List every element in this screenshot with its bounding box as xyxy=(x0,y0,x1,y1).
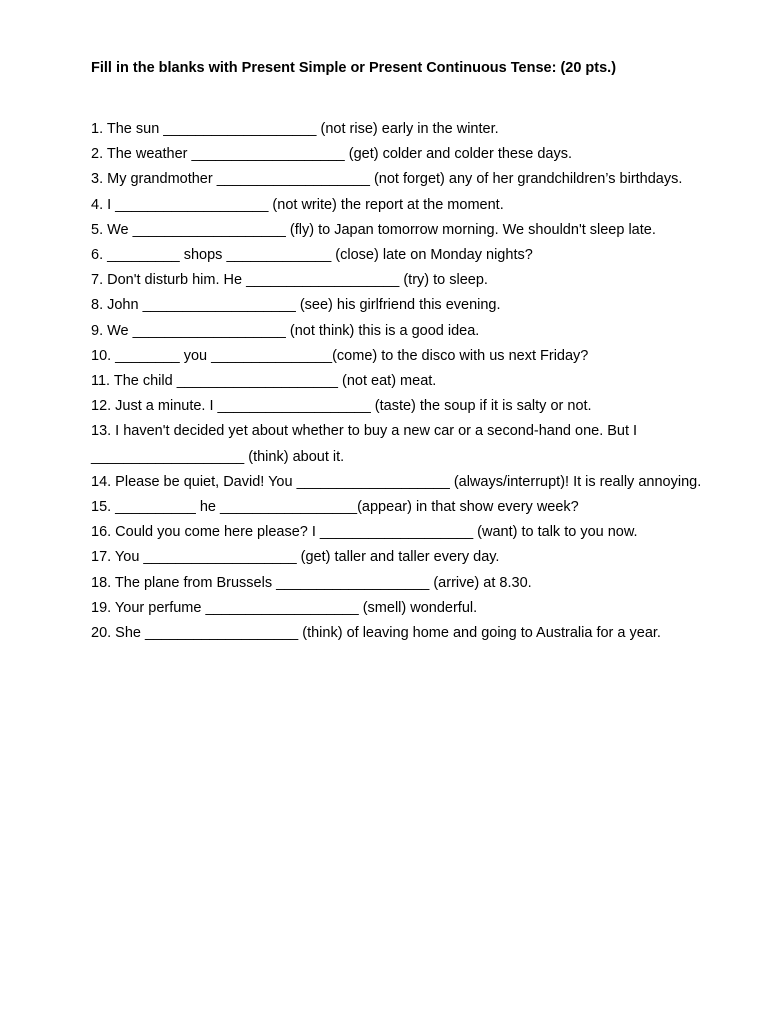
question-item: 20. She ___________________ (think) of leaving home and going to Australia for a year. xyxy=(91,625,661,642)
question-item: 9. We ___________________ (not think) this is a good idea. xyxy=(91,322,480,339)
question-item: 18. The plane from Brussels ___________________ (arrive) at 8.30. xyxy=(91,574,532,591)
question-item: 13. I haven't decided yet about whether to buy a new car or a second-hand one. But I ___________________ (think) about it. xyxy=(91,423,638,465)
question-item: 10. ________ you _______________(come) to the disco with us next Friday? xyxy=(91,347,589,364)
question-item: 15. __________ he _________________(appear) in that show every week? xyxy=(91,499,579,516)
question-item: 8. John ___________________ (see) his girlfriend this evening. xyxy=(91,297,501,314)
question-item: 2. The weather ___________________ (get) colder and colder these days. xyxy=(91,146,572,163)
question-item: 7. Don't disturb him. He ___________________ (try) to sleep. xyxy=(91,272,488,289)
question-item: 16. Could you come here please? I ___________________ (want) to talk to you now. xyxy=(91,524,638,541)
question-item: 14. Please be quiet, David! You ___________________ (always/interrupt)! It is really annoying. xyxy=(91,473,702,490)
question-item: 11. The child ____________________ (not eat) meat. xyxy=(91,373,437,390)
worksheet-title: Fill in the blanks with Present Simple or Present Continuous Tense: (20 pts.) xyxy=(91,60,617,76)
question-item: 17. You ___________________ (get) taller and taller every day. xyxy=(91,549,500,566)
question-item: 1. The sun ___________________ (not rise) early in the winter. xyxy=(91,121,499,137)
question-item: 3. My grandmother ___________________ (not forget) any of her grandchildren’s birthdays. xyxy=(91,171,683,188)
question-list xyxy=(91,117,741,646)
question-item: 6. _________ shops _____________ (close) late on Monday nights? xyxy=(91,247,533,264)
question-item: 5. We ___________________ (fly) to Japan tomorrow morning. We shouldn't sleep late. xyxy=(91,221,656,238)
question-item: 12. Just a minute. I ___________________ (taste) the soup if it is salty or not. xyxy=(91,398,592,415)
question-item: 4. I ___________________ (not write) the report at the moment. xyxy=(91,196,504,213)
question-item: 19. Your perfume ___________________ (smell) wonderful. xyxy=(91,599,478,616)
